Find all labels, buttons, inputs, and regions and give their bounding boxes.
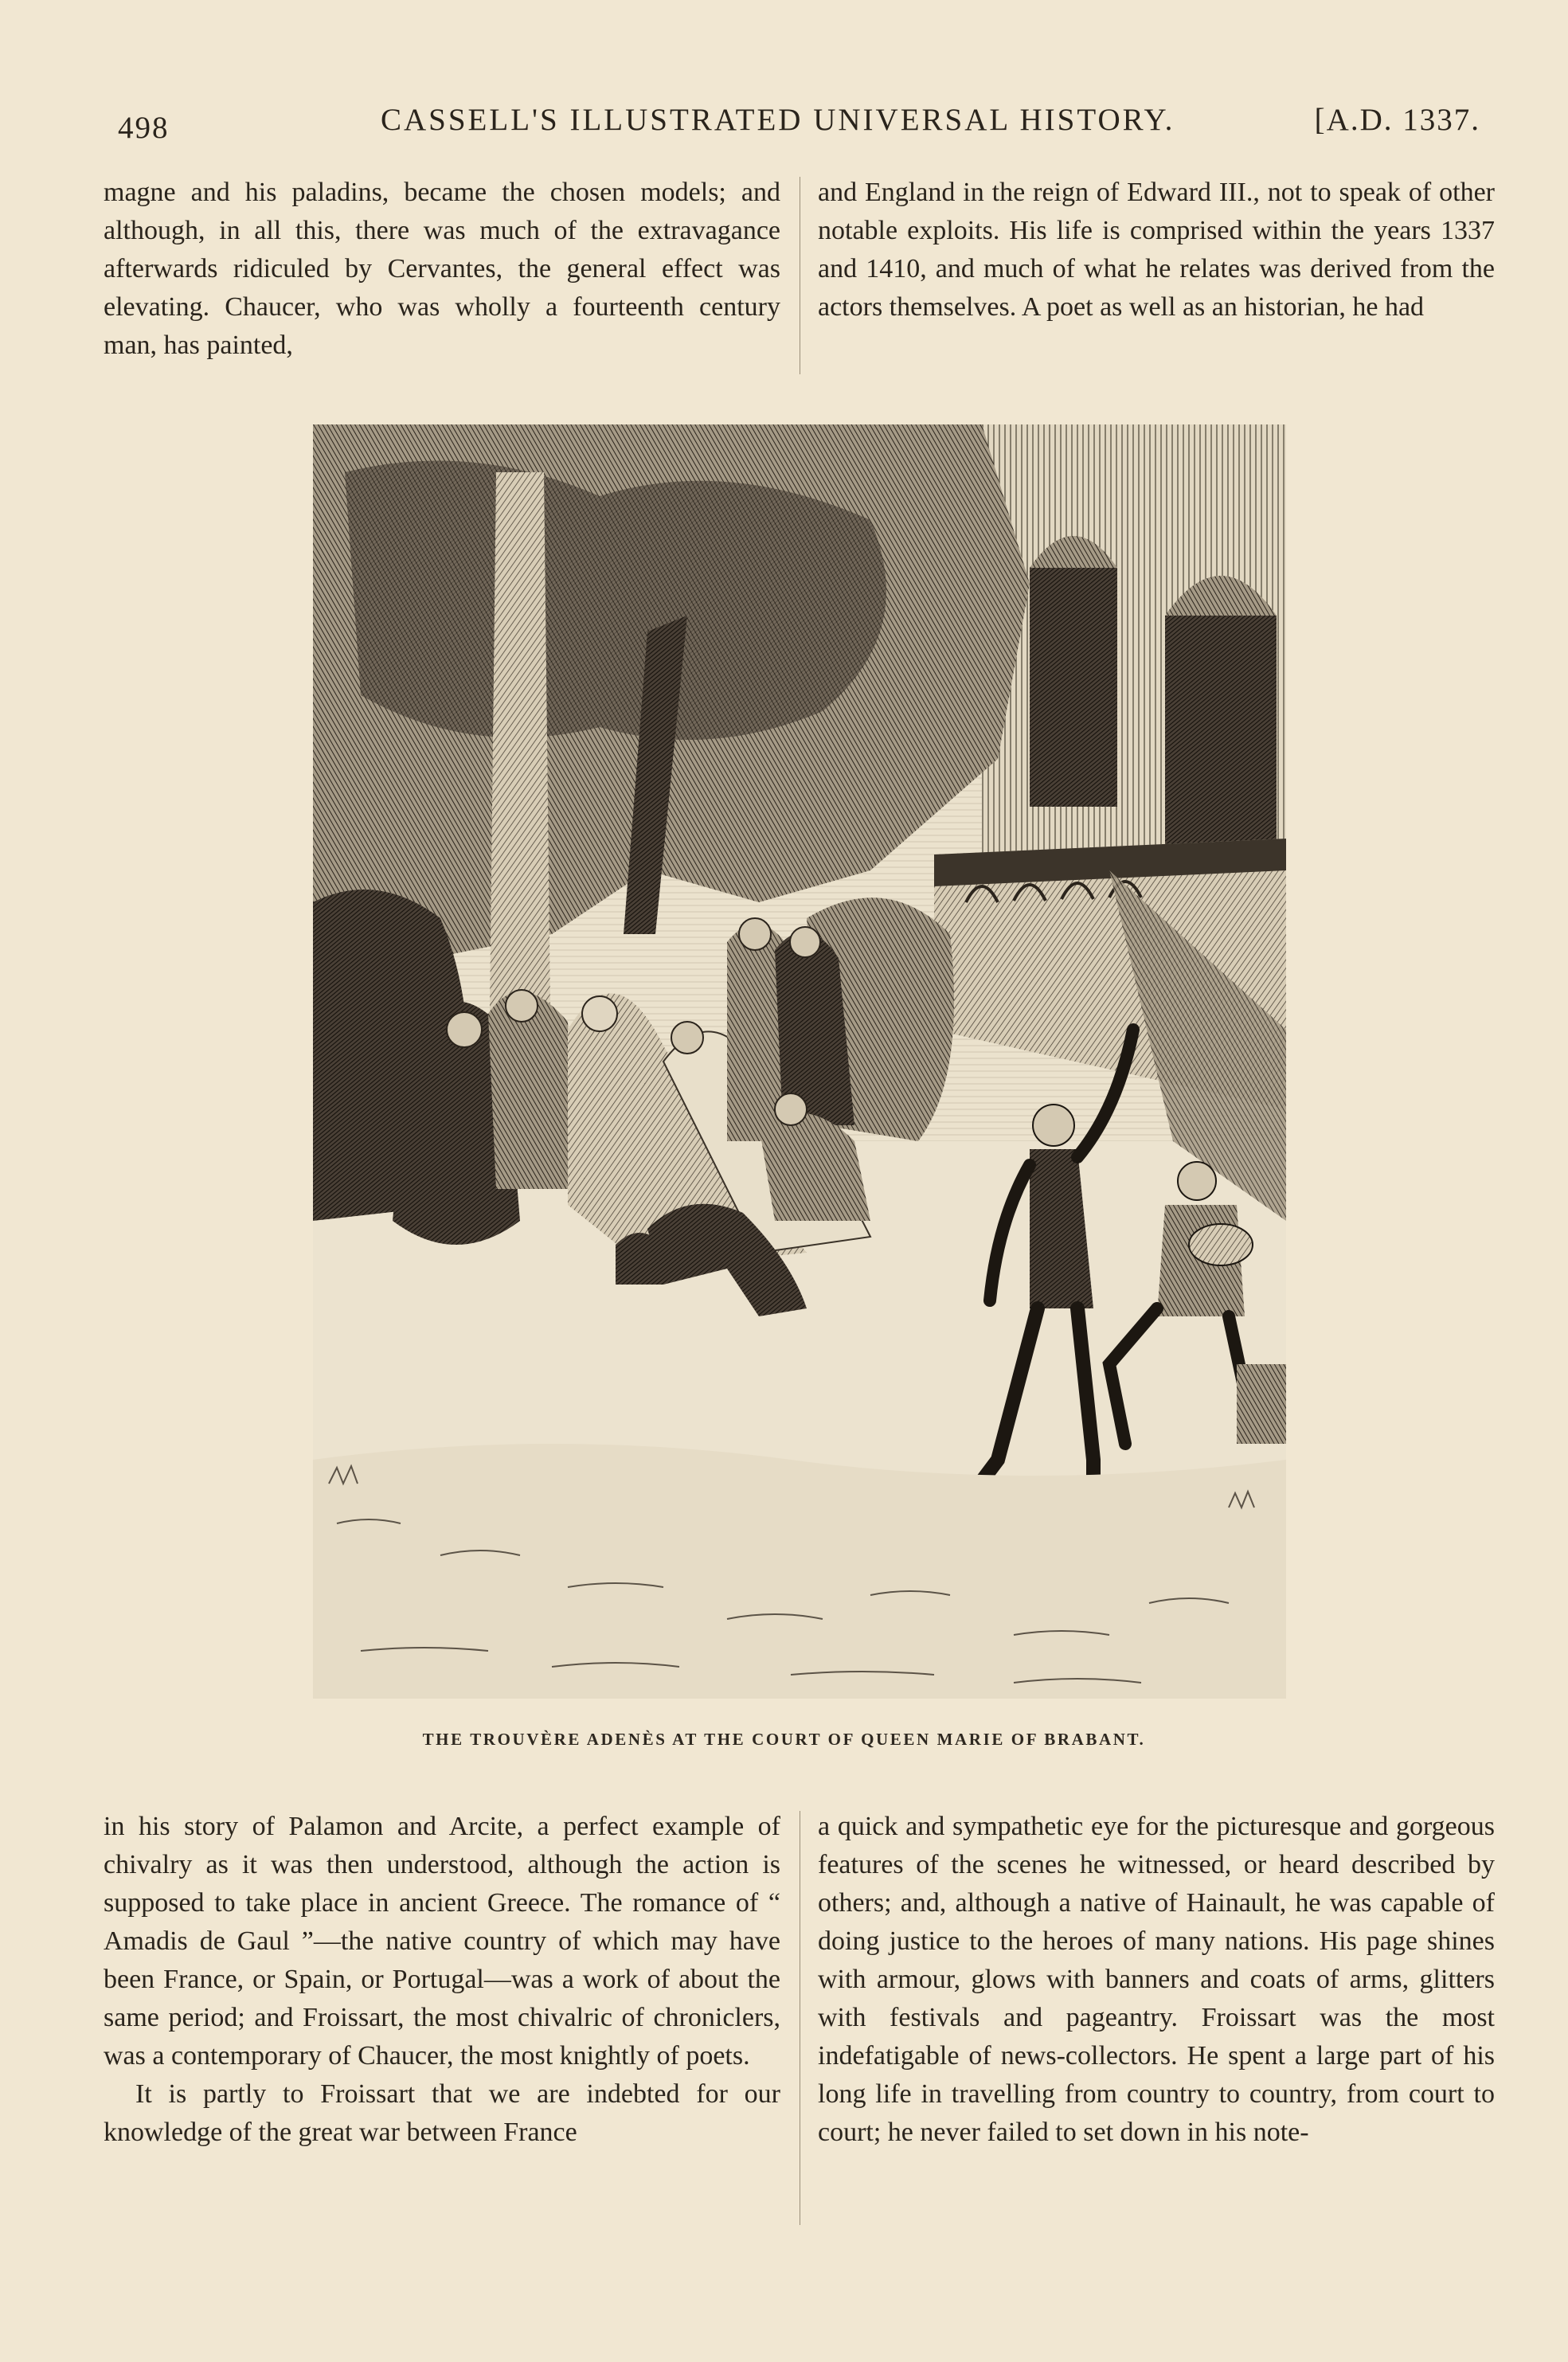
top-right-text: and England in the reign of Edward III., not to speak of other notable exploits. His life is comprised within the years 1337 and 1410, and much of what he relates was derived from the actors themselves. A poet as well as an historian, he had: [818, 178, 1495, 322]
engraving-svg: [313, 424, 1286, 1699]
bottom-left-paragraph-2: It is partly to Froissart that we are indebted for our knowledge of the great war between France: [104, 2079, 780, 2147]
bottom-right-text: a quick and sympathetic eye for the picturesque and gorgeous features of the scenes he witnessed, or heard described by others; and, although a native of Hainault, he was capable of doing justice to the heroes of many nations. His page shines with armour, glows with banners and coats of arms, glitters with festivals and pageantry. Froissart was the most indefatigable of news-collectors. He spent a large part of his long life in travelling from country to country, from court to court; he never failed to set down in his note-: [818, 1812, 1495, 2147]
bottom-left-column: [104, 1808, 780, 2152]
engraving-illustration: [313, 424, 1286, 1699]
running-header: [118, 102, 1480, 150]
header-date: [A.D. 1337.: [1314, 103, 1480, 137]
running-title: CASSELL'S ILLUSTRATED UNIVERSAL HISTORY.: [381, 103, 1175, 137]
top-right-column: [818, 174, 1495, 327]
bottom-right-column: [818, 1808, 1495, 2152]
figure-caption: THE TROUVÈRE ADENÈS AT THE COURT OF QUEEN MARIE OF BRABANT.: [422, 1730, 1146, 1749]
page-number: 498: [118, 111, 170, 145]
top-left-column: [104, 174, 780, 365]
top-left-text: magne and his paladins, became the chosen models; and although, in all this, there was much of the extravagance afterwards ridiculed by Cervantes, the general effect was elevating. Chaucer, who was wholly a fourteenth century man, has painted,: [104, 178, 780, 360]
bottom-left-paragraph-1: in his story of Palamon and Arcite, a perfect example of chivalry as it was then understood, although the action is supposed to take place in ancient Greece. The romance of “ Amadis de Gaul ”—the native country of which may have been France, or Spain, or Portugal—was a work of about the same period; and Froissart, the most chivalric of chroniclers, was a contemporary of Chaucer, the most knightly of poets.: [104, 1812, 780, 2071]
